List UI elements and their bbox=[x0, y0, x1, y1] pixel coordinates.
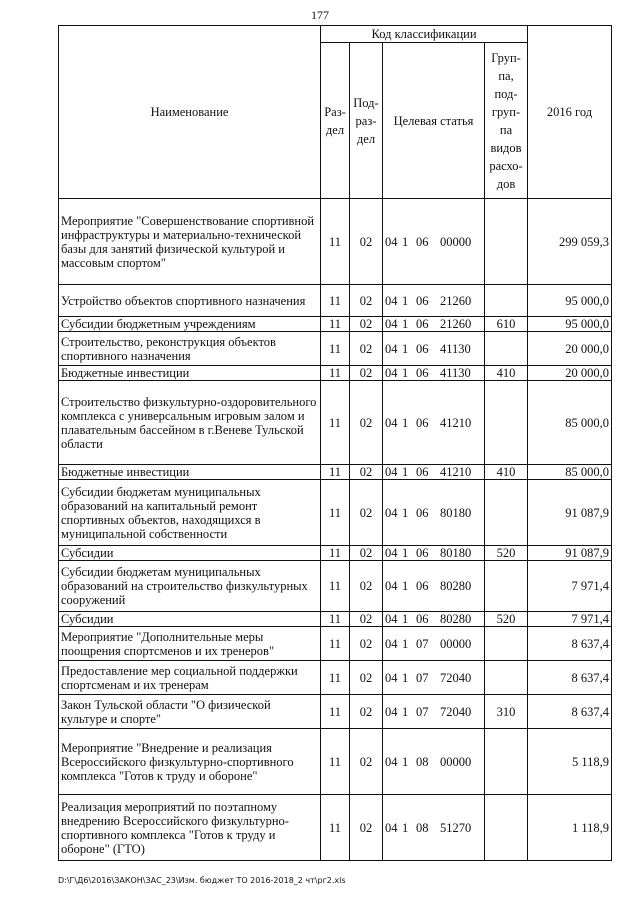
row-subsection: 02 bbox=[350, 561, 383, 612]
row-subsection: 02 bbox=[350, 627, 383, 661]
row-name: Бюджетные инвестиции bbox=[59, 366, 321, 381]
table-row bbox=[59, 695, 612, 729]
row-section: 11 bbox=[321, 317, 350, 332]
row-target-article: 04 1 06 41130 bbox=[383, 332, 485, 366]
table-row bbox=[59, 381, 612, 465]
header-section: Раз- дел bbox=[321, 43, 350, 199]
row-expense-group: 520 bbox=[485, 612, 528, 627]
row-subsection: 02 bbox=[350, 695, 383, 729]
row-name: Субсидии bbox=[59, 546, 321, 561]
row-subsection: 02 bbox=[350, 317, 383, 332]
row-target-article: 04 1 06 41210 bbox=[383, 381, 485, 465]
table-row bbox=[59, 729, 612, 795]
row-subsection: 02 bbox=[350, 480, 383, 546]
row-amount: 7 971,4 bbox=[528, 612, 612, 627]
row-name: Субсидии бюджетам муниципальных образований на капитальный ремонт спортивных объектов, находящихся в муниципальной собственности bbox=[59, 480, 321, 546]
row-section: 11 bbox=[321, 612, 350, 627]
row-expense-group bbox=[485, 795, 528, 861]
row-amount: 20 000,0 bbox=[528, 332, 612, 366]
row-subsection: 02 bbox=[350, 546, 383, 561]
table-row bbox=[59, 285, 612, 317]
row-amount: 85 000,0 bbox=[528, 381, 612, 465]
table-row bbox=[59, 366, 612, 381]
row-section: 11 bbox=[321, 661, 350, 695]
row-target-article: 04 1 06 80280 bbox=[383, 561, 485, 612]
row-subsection: 02 bbox=[350, 465, 383, 480]
table-row bbox=[59, 199, 612, 285]
table-header bbox=[59, 26, 612, 199]
row-amount: 299 059,3 bbox=[528, 199, 612, 285]
row-section: 11 bbox=[321, 465, 350, 480]
row-expense-group: 520 bbox=[485, 546, 528, 561]
row-expense-group bbox=[485, 285, 528, 317]
row-amount: 8 637,4 bbox=[528, 695, 612, 729]
row-expense-group bbox=[485, 561, 528, 612]
row-section: 11 bbox=[321, 627, 350, 661]
row-expense-group: 410 bbox=[485, 366, 528, 381]
row-subsection: 02 bbox=[350, 661, 383, 695]
row-name: Предоставление мер социальной поддержки спортсменам и их тренерам bbox=[59, 661, 321, 695]
row-name: Мероприятие "Дополнительные меры поощрения спортсменов и их тренеров" bbox=[59, 627, 321, 661]
row-section: 11 bbox=[321, 381, 350, 465]
file-path-footer: D:\Г\Д6\2016\ЗАКОН\ЗАС_23\Изм. бюджет ТО 2016-2018_2 чт\рг2.xls bbox=[58, 876, 346, 885]
row-subsection: 02 bbox=[350, 612, 383, 627]
row-expense-group bbox=[485, 480, 528, 546]
row-expense-group bbox=[485, 199, 528, 285]
row-expense-group bbox=[485, 381, 528, 465]
row-target-article: 04 1 08 00000 bbox=[383, 729, 485, 795]
row-target-article: 04 1 06 41130 bbox=[383, 366, 485, 381]
row-expense-group bbox=[485, 661, 528, 695]
row-expense-group: 410 bbox=[485, 465, 528, 480]
table-row bbox=[59, 795, 612, 861]
row-subsection: 02 bbox=[350, 285, 383, 317]
table-row bbox=[59, 480, 612, 546]
row-name: Субсидии bbox=[59, 612, 321, 627]
row-expense-group bbox=[485, 729, 528, 795]
row-amount: 95 000,0 bbox=[528, 317, 612, 332]
row-amount: 8 637,4 bbox=[528, 627, 612, 661]
header-name: Наименование bbox=[59, 26, 321, 199]
row-amount: 7 971,4 bbox=[528, 561, 612, 612]
row-target-article: 04 1 06 21260 bbox=[383, 285, 485, 317]
row-name: Закон Тульской области "О физической культуре и спорте" bbox=[59, 695, 321, 729]
table-row bbox=[59, 546, 612, 561]
row-name: Субсидии бюджетам муниципальных образований на строительство физкультурных сооружений bbox=[59, 561, 321, 612]
row-subsection: 02 bbox=[350, 795, 383, 861]
row-target-article: 04 1 07 72040 bbox=[383, 695, 485, 729]
row-expense-group bbox=[485, 332, 528, 366]
row-section: 11 bbox=[321, 729, 350, 795]
row-subsection: 02 bbox=[350, 729, 383, 795]
row-amount: 5 118,9 bbox=[528, 729, 612, 795]
row-amount: 95 000,0 bbox=[528, 285, 612, 317]
row-name: Устройство объектов спортивного назначения bbox=[59, 285, 321, 317]
row-target-article: 04 1 06 80280 bbox=[383, 612, 485, 627]
row-target-article: 04 1 06 80180 bbox=[383, 480, 485, 546]
row-section: 11 bbox=[321, 332, 350, 366]
table-row bbox=[59, 465, 612, 480]
row-section: 11 bbox=[321, 480, 350, 546]
row-section: 11 bbox=[321, 795, 350, 861]
table-row bbox=[59, 627, 612, 661]
row-name: Мероприятие "Внедрение и реализация Всероссийского физкультурно-спортивного комплекса "Готов к труду и обороне" bbox=[59, 729, 321, 795]
row-amount: 91 087,9 bbox=[528, 546, 612, 561]
table-body bbox=[59, 199, 612, 861]
header-subsection: Под- раз- дел bbox=[350, 43, 383, 199]
row-expense-group: 610 bbox=[485, 317, 528, 332]
budget-table bbox=[58, 25, 612, 861]
row-section: 11 bbox=[321, 695, 350, 729]
row-amount: 91 087,9 bbox=[528, 480, 612, 546]
row-amount: 20 000,0 bbox=[528, 366, 612, 381]
row-name: Строительство, реконструкция объектов спортивного назначения bbox=[59, 332, 321, 366]
page-number: 177 bbox=[311, 8, 329, 22]
row-target-article: 04 1 06 41210 bbox=[383, 465, 485, 480]
header-year: 2016 год bbox=[528, 26, 612, 199]
row-section: 11 bbox=[321, 199, 350, 285]
row-target-article: 04 1 06 00000 bbox=[383, 199, 485, 285]
header-expense-group: Груп- па, под- груп- па видов расхо- дов bbox=[485, 43, 528, 199]
table-row bbox=[59, 332, 612, 366]
row-amount: 1 118,9 bbox=[528, 795, 612, 861]
row-name: Реализация мероприятий по поэтапному внедрению Всероссийского физкультурно-спортивного комплекса "Готов к труду и обороне" (ГТО) bbox=[59, 795, 321, 861]
row-name: Строительство физкультурно-оздоровительного комплекса с универсальным игровым залом и плавательным бассейном в г.Веневе Тульской области bbox=[59, 381, 321, 465]
row-section: 11 bbox=[321, 366, 350, 381]
header-code-group: Код классификации bbox=[321, 26, 528, 43]
row-amount: 8 637,4 bbox=[528, 661, 612, 695]
row-target-article: 04 1 08 51270 bbox=[383, 795, 485, 861]
row-expense-group bbox=[485, 627, 528, 661]
row-section: 11 bbox=[321, 561, 350, 612]
row-subsection: 02 bbox=[350, 381, 383, 465]
row-expense-group: 310 bbox=[485, 695, 528, 729]
table-row bbox=[59, 612, 612, 627]
row-amount: 85 000,0 bbox=[528, 465, 612, 480]
row-name: Мероприятие "Совершенствование спортивной инфраструктуры и материально-технической базы для занятий физической культурой и массовым спортом" bbox=[59, 199, 321, 285]
row-target-article: 04 1 06 21260 bbox=[383, 317, 485, 332]
row-name: Субсидии бюджетным учреждениям bbox=[59, 317, 321, 332]
row-section: 11 bbox=[321, 285, 350, 317]
row-subsection: 02 bbox=[350, 366, 383, 381]
row-target-article: 04 1 06 80180 bbox=[383, 546, 485, 561]
header-target-article: Целевая статья bbox=[383, 43, 485, 199]
table-row bbox=[59, 661, 612, 695]
row-target-article: 04 1 07 72040 bbox=[383, 661, 485, 695]
row-subsection: 02 bbox=[350, 199, 383, 285]
table-row bbox=[59, 561, 612, 612]
table-row bbox=[59, 317, 612, 332]
row-subsection: 02 bbox=[350, 332, 383, 366]
row-section: 11 bbox=[321, 546, 350, 561]
row-target-article: 04 1 07 00000 bbox=[383, 627, 485, 661]
row-name: Бюджетные инвестиции bbox=[59, 465, 321, 480]
